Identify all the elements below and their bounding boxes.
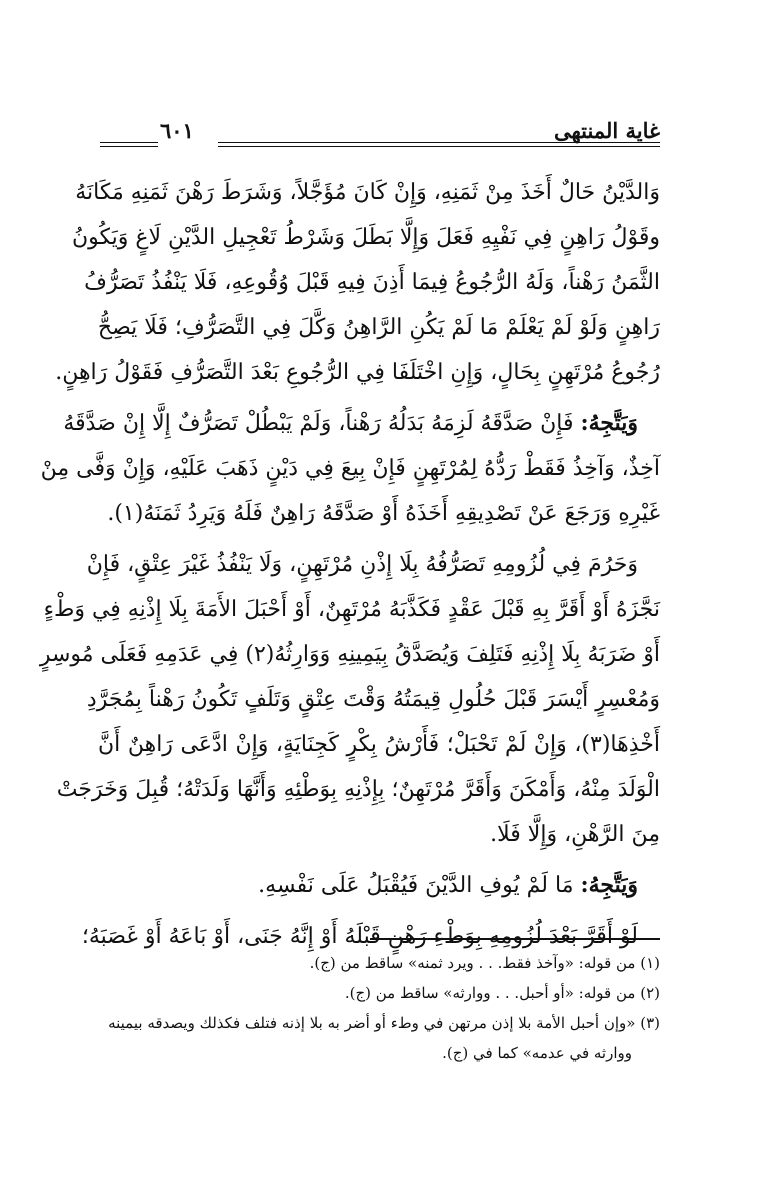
paragraph	[98, 863, 660, 908]
text-line: لَوْ أَقَرَّ بَعْدَ لُزُومِهِ بِوَطْءِ رَهْنٍ قَبْلَهُ أَوْ إِنَّهُ جَنَى، أَوْ بَاعَهُ أَوْ غَصَبَهُ؛	[81, 924, 638, 949]
text-line: آخِذٌ، وَآخِذُ فَقَطْ رَدُّهُ لِمُرْتَهِنٍ فَإِنْ بِيعَ فِي دَيْنٍ ذَهَبَ عَلَيْهِ، وَإِنْ وَفَّى مِنْ	[40, 456, 660, 481]
footnotes	[98, 948, 660, 1068]
text-line: أَخْذِهَا(٣)، وَإِنْ لَمْ تَحْبَلْ؛ فَأَرْشُ بِكْرٍ كَجِنَايَةٍ، وَإِنْ ادَّعَى رَاهِنٌ أَنَّ	[98, 732, 660, 757]
footnote-separator	[370, 938, 660, 940]
text-line: نَجَّزَهُ أَوْ أَقَرَّ بِهِ قَبْلَ عَقْدٍ فَكَذَّبَهُ مُرْتَهِنٌ، أَوْ أَحْبَلَ الأَمَةَ بِلَا إِذْنِهِ فِي وَطْءٍ	[43, 597, 660, 622]
text-line: وقَوْلُ رَاهِنٍ فِي نَفْيِهِ فَعَلَ وَإِلَّا بَطَلَ وَشَرْطُ تَعْجِيلِ الدَّيْنِ لَاغٍ وَيَكُونُ	[71, 225, 660, 250]
paragraph	[55, 170, 660, 395]
text-line: وَحَرُمَ فِي لُزُومِهِ تَصَرُّفُهُ بِلَا إِذْنِ مُرْتَهِنٍ، وَلَا يَنْفُذُ غَيْرَ عِتْقٍ، فَإِنْ	[86, 552, 638, 577]
text-line: وَالدَّيْنُ حَالٌ أَخَذَ مِنْ ثَمَنِهِ، وَإِنْ كَانَ مُؤَجَّلاً، وَشَرَطَ رَهْنَ ثَمَنِهِ مَكَانَهُ	[75, 180, 660, 205]
footnote: (١) من قوله: «وآخذ فقط. . . ويرد ثمنه» ساقط من (ج).	[309, 954, 660, 972]
page-number: ٦٠١	[160, 118, 194, 143]
text-line: وَمُعْسِرٍ أَيْسَرَ قَبْلَ حُلُولِ قِيمَتُهُ وَقْتَ عِتْقٍ وَتَلَفٍ تَكُونُ رَهْناً بِمُجَرَّدِ	[86, 687, 660, 712]
header-rule-left	[100, 142, 158, 147]
book-title: غاية المنتهى	[553, 118, 660, 143]
text-line: الْوَلَدَ مِنْهُ، وَأَمْكَنَ وَأَقَرَّ مُرْتَهِنٌ؛ بِإِذْنِهِ بِوَطْئِهِ وَأَنَّهَا وَلَدَتْهُ؛ قُبِلَ وَخَرَجَتْ	[56, 777, 660, 802]
text-line	[63, 401, 660, 446]
body-text	[39, 170, 660, 965]
text-line: رُجُوعُ مُرْتَهِنٍ بِحَالٍ، وَإِنِ اخْتَلَفَا فِي الرُّجُوعِ بَعْدَ التَّصَرُّفِ فَقَوْلُ رَاهِنٍ.	[55, 360, 660, 385]
text-line-body: فَإِنْ صَدَّقَهُ لَزِمَهُ بَدَلُهُ رَهْناً، وَلَمْ يَبْطُلْ تَصَرُّفٌ إِلَّا إِنْ صَدَّقَهُ	[63, 411, 574, 436]
page-header	[100, 116, 660, 156]
footnote: (٢) من قوله: «أو أحبل. . . ووارثه» ساقط من (ج).	[344, 984, 660, 1002]
text-line: رَاهِنٍ وَلَوْ لَمْ يَعْلَمْ مَا لَمْ يَكُنِ الرَّاهِنُ وَكَّلَ فِي التَّصَرُّفِ؛ فَلَا يَصِحُّ	[97, 315, 660, 340]
text-line: غَيْرِهِ وَرَجَعَ عَنْ تَصْدِيقِهِ أَخَذَهُ أَوْ صَدَّقَهُ رَاهِنٌ فَلَهُ وَيَرِدُ ثَمَنَهُ(١).	[107, 501, 660, 526]
text-line: أَوْ ضَرَبَهُ بِلَا إِذْنِهِ فَتَلِفَ وَيُصَدَّقُ بِيَمِينِهِ وَوَارِثُهُ(٢) فِي عَدَمِهِ فَعَلَى مُوسِرٍ	[39, 642, 660, 667]
text-line-body: مَا لَمْ يُوفِ الدَّيْنَ فَيُقْبَلُ عَلَى نَفْسِهِ.	[258, 873, 574, 898]
paragraph-lead: وَيَتَّجِهُ:	[580, 872, 638, 898]
paragraph	[39, 542, 660, 857]
paragraph	[40, 401, 660, 536]
footnote-continuation: ووارثه في عدمه» كما في (ج).	[442, 1044, 632, 1062]
text-line: مِنَ الرَّهْنِ، وَإِلَّا فَلَا.	[490, 822, 660, 847]
scan-speck	[40, 58, 44, 62]
text-line	[98, 863, 660, 908]
text-line: الثَّمَنُ رَهْناً، وَلَهُ الرُّجُوعُ فِيمَا أَذِنَ فِيهِ قَبْلَ وُقُوعِهِ، فَلَا يَنْفُذُ تَصَرُّفُ	[84, 270, 660, 295]
paragraph-lead: وَيَتَّجِهُ:	[580, 410, 638, 436]
footnote: (٣) «وإن أحبل الأمة بلا إذن مرتهن في وطء أو أضر به بلا إذنه فتلف فكذلك ويصدقه بيمينه	[108, 1014, 660, 1032]
header-rule-right	[218, 142, 660, 147]
